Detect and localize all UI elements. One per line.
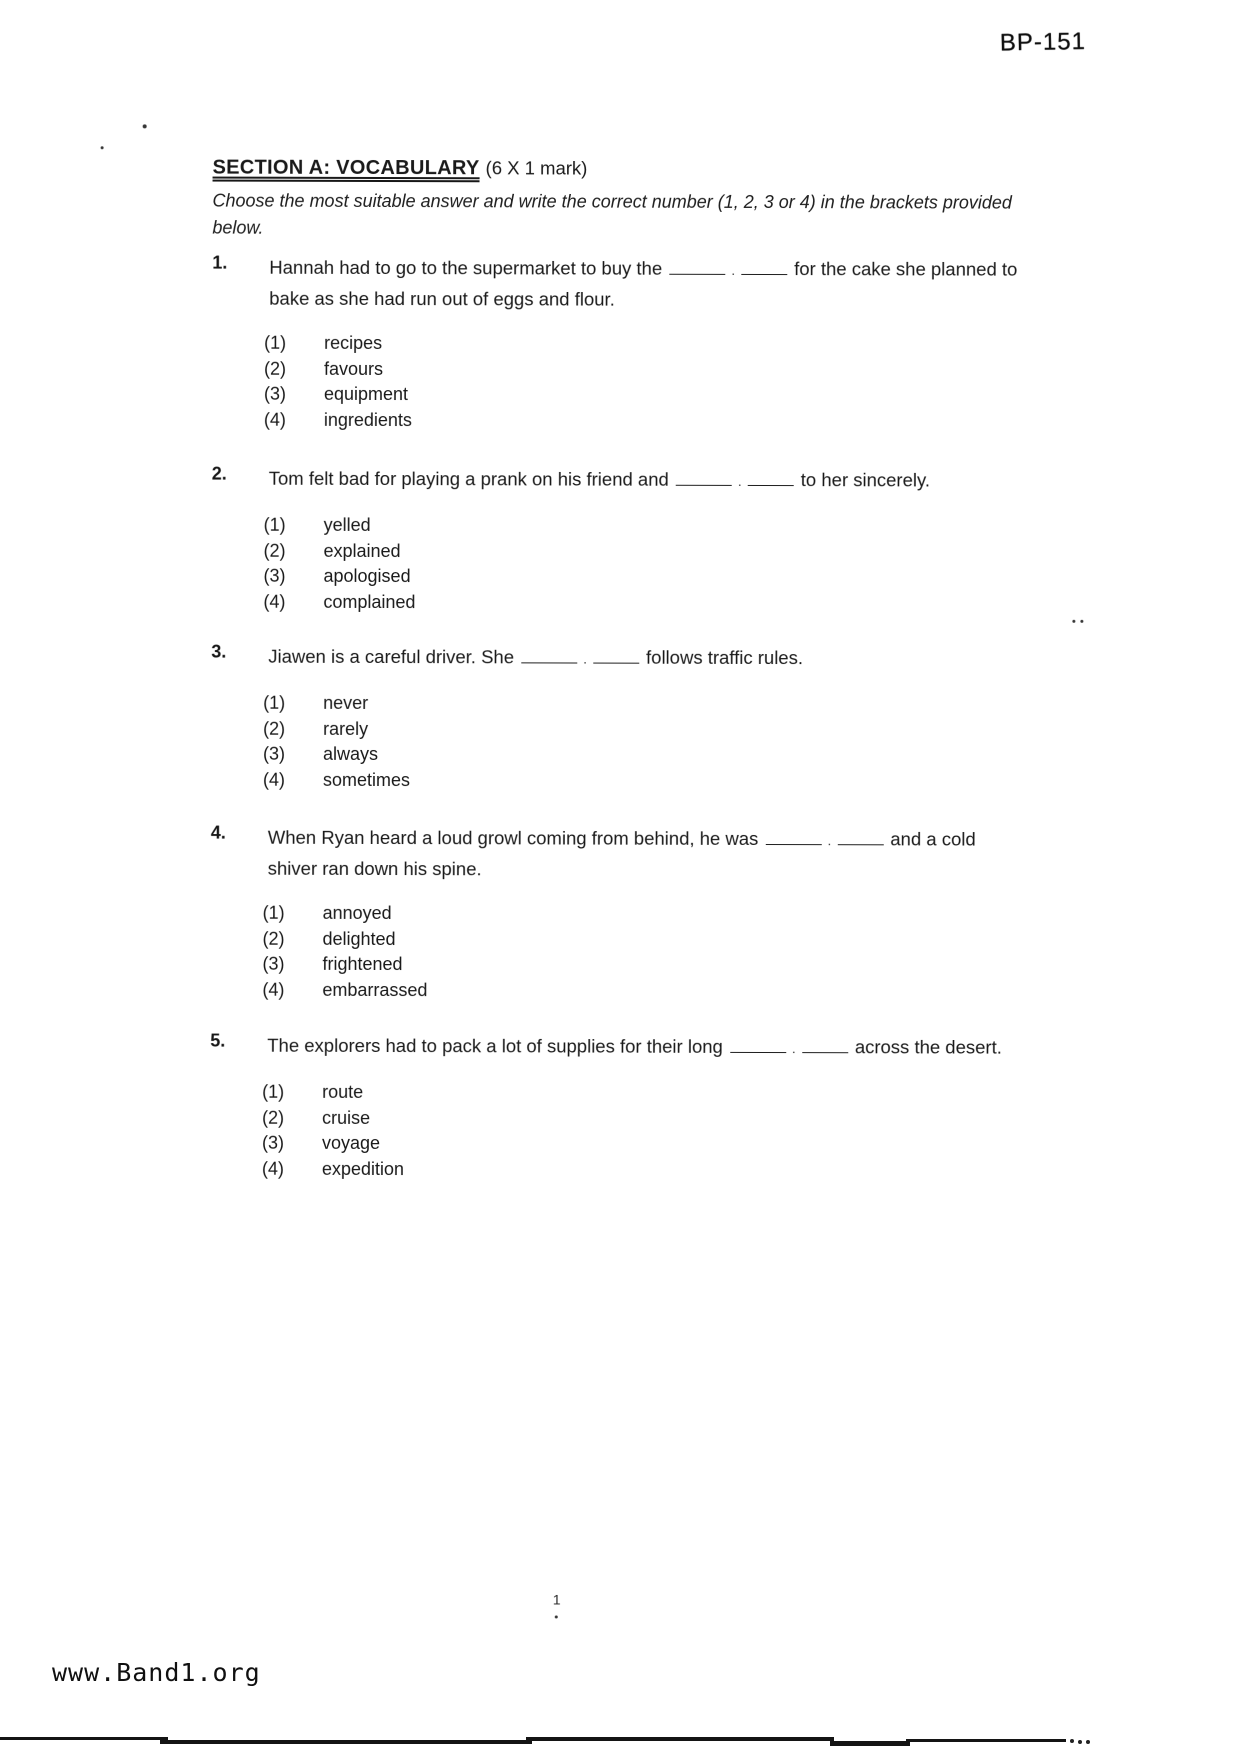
options-list bbox=[263, 513, 1026, 617]
option-number: (1) bbox=[263, 692, 286, 713]
question-2 bbox=[211, 464, 1026, 617]
option-row bbox=[264, 538, 1027, 565]
options-list bbox=[262, 901, 1025, 1005]
option-row bbox=[264, 407, 1027, 434]
page-bottom-edge-segment bbox=[0, 1737, 168, 1740]
option-label: expedition bbox=[321, 1158, 405, 1179]
option-row bbox=[264, 382, 1027, 409]
option-number: (2) bbox=[263, 540, 286, 561]
option-number: (4) bbox=[263, 409, 286, 430]
option-row bbox=[262, 1105, 1025, 1132]
option-number: (2) bbox=[262, 1107, 285, 1128]
option-label: delighted bbox=[322, 928, 396, 949]
option-row bbox=[263, 901, 1026, 928]
question-number: 3. bbox=[211, 641, 227, 662]
question-stem bbox=[267, 1031, 1025, 1064]
option-number: (1) bbox=[263, 514, 286, 535]
option-number: (1) bbox=[264, 332, 287, 353]
option-number: (4) bbox=[263, 591, 286, 612]
options-list bbox=[263, 691, 1026, 795]
option-row bbox=[263, 742, 1026, 769]
option-label: embarrassed bbox=[322, 979, 428, 1000]
option-label: sometimes bbox=[322, 769, 411, 790]
page-bottom-edge-segment bbox=[526, 1737, 834, 1741]
option-row bbox=[262, 1080, 1025, 1107]
option-label: complained bbox=[323, 591, 416, 612]
option-row bbox=[264, 513, 1027, 540]
page-bottom-edge-segment bbox=[830, 1741, 910, 1746]
option-label: apologised bbox=[323, 565, 411, 587]
question-stem bbox=[268, 823, 1026, 885]
scan-speck bbox=[1072, 620, 1075, 623]
answer-blank: . bbox=[669, 254, 787, 285]
section-title-line bbox=[213, 155, 1028, 183]
option-row bbox=[262, 1156, 1025, 1183]
question-text-after: for the cake she planned to bake as she had run out of eggs and flour. bbox=[269, 258, 1018, 310]
option-label: favours bbox=[324, 358, 384, 379]
option-number: (3) bbox=[261, 1132, 285, 1153]
option-label: explained bbox=[323, 540, 401, 561]
question-text-before: Tom felt bad for playing a prank on his friend and bbox=[268, 467, 669, 490]
watermark-url: www.Band1.org bbox=[52, 1658, 261, 1687]
question-3 bbox=[211, 642, 1026, 795]
option-number: (3) bbox=[263, 743, 286, 764]
option-label: voyage bbox=[321, 1132, 381, 1153]
question-stem bbox=[269, 253, 1027, 315]
question-text-before: Jiawen is a careful driver. She bbox=[268, 645, 515, 668]
paper-code: BP-151 bbox=[999, 27, 1087, 57]
question-text-before: Hannah had to go to the supermarket to buy the bbox=[269, 256, 663, 279]
scan-speck bbox=[555, 1615, 558, 1618]
option-label: never bbox=[323, 692, 369, 713]
question-stem bbox=[269, 464, 1027, 497]
option-label: always bbox=[323, 743, 379, 764]
page-number: 1 bbox=[552, 1591, 561, 1608]
answer-blank: . bbox=[521, 642, 639, 673]
option-number: (3) bbox=[263, 383, 286, 404]
option-label: recipes bbox=[324, 332, 383, 354]
question-4 bbox=[210, 823, 1025, 1005]
option-label: equipment bbox=[323, 383, 409, 405]
question-number: 2. bbox=[211, 463, 227, 484]
option-number: (2) bbox=[263, 718, 286, 739]
option-row bbox=[263, 564, 1026, 591]
option-row bbox=[263, 926, 1026, 953]
option-label: rarely bbox=[323, 718, 369, 739]
question-text-after: across the desert. bbox=[854, 1036, 1002, 1058]
option-row bbox=[263, 589, 1026, 616]
page-bottom-edge-dot bbox=[1070, 1739, 1074, 1743]
option-row bbox=[264, 331, 1027, 358]
section-instructions: Choose the most suitable answer and write the correct number (1, 2, 3 or 4) in the brackets provided below. bbox=[212, 190, 1012, 238]
section-title: SECTION A: VOCABULARY bbox=[213, 157, 480, 183]
option-number: (4) bbox=[262, 979, 285, 1000]
question-text-before: The explorers had to pack a lot of supplies for their long bbox=[267, 1034, 723, 1057]
option-row bbox=[262, 952, 1025, 979]
page-bottom-edge-segment bbox=[906, 1739, 1066, 1742]
option-number: (3) bbox=[263, 565, 286, 586]
option-label: yelled bbox=[323, 514, 371, 535]
option-row bbox=[263, 716, 1026, 743]
option-row bbox=[262, 977, 1025, 1004]
question-text-after: and a cold shiver ran down his spine. bbox=[267, 828, 976, 880]
option-row bbox=[263, 767, 1026, 794]
answer-blank: . bbox=[765, 824, 883, 855]
option-number: (2) bbox=[262, 928, 285, 949]
options-list bbox=[264, 331, 1027, 435]
question-text-after: follows traffic rules. bbox=[646, 646, 804, 669]
question-text-before: When Ryan heard a loud growl coming from behind, he was bbox=[267, 826, 759, 849]
option-label: cruise bbox=[322, 1107, 371, 1128]
option-number: (4) bbox=[262, 769, 285, 790]
answer-blank: . bbox=[676, 465, 794, 496]
question-5 bbox=[210, 1031, 1025, 1184]
option-label: frightened bbox=[322, 953, 403, 975]
section-header bbox=[212, 155, 1027, 244]
option-number: (1) bbox=[262, 902, 285, 923]
option-label: ingredients bbox=[323, 409, 412, 430]
scan-speck bbox=[101, 146, 104, 149]
question-text-after: to her sincerely. bbox=[800, 469, 931, 491]
question-number: 5. bbox=[210, 1030, 226, 1051]
question-number: 4. bbox=[210, 822, 226, 843]
option-label: route bbox=[322, 1081, 364, 1102]
option-number: (1) bbox=[262, 1081, 285, 1102]
scan-speck bbox=[1080, 620, 1083, 623]
page-bottom-edge-dot bbox=[1086, 1740, 1090, 1744]
option-number: (4) bbox=[261, 1158, 284, 1179]
option-number: (2) bbox=[264, 358, 287, 379]
question-1 bbox=[212, 253, 1027, 435]
question-number: 1. bbox=[212, 252, 228, 273]
options-list bbox=[262, 1080, 1025, 1184]
option-label: annoyed bbox=[322, 902, 392, 924]
section-marks-note: (6 X 1 mark) bbox=[485, 157, 588, 179]
answer-blank: . bbox=[730, 1032, 848, 1063]
option-row bbox=[263, 691, 1026, 718]
option-row bbox=[262, 1131, 1025, 1158]
scan-speck bbox=[143, 124, 147, 128]
option-number: (3) bbox=[262, 953, 285, 974]
question-stem bbox=[268, 642, 1026, 675]
option-row bbox=[264, 356, 1027, 383]
page-bottom-edge-dot bbox=[1078, 1740, 1082, 1744]
page-bottom-edge-segment bbox=[160, 1740, 532, 1744]
